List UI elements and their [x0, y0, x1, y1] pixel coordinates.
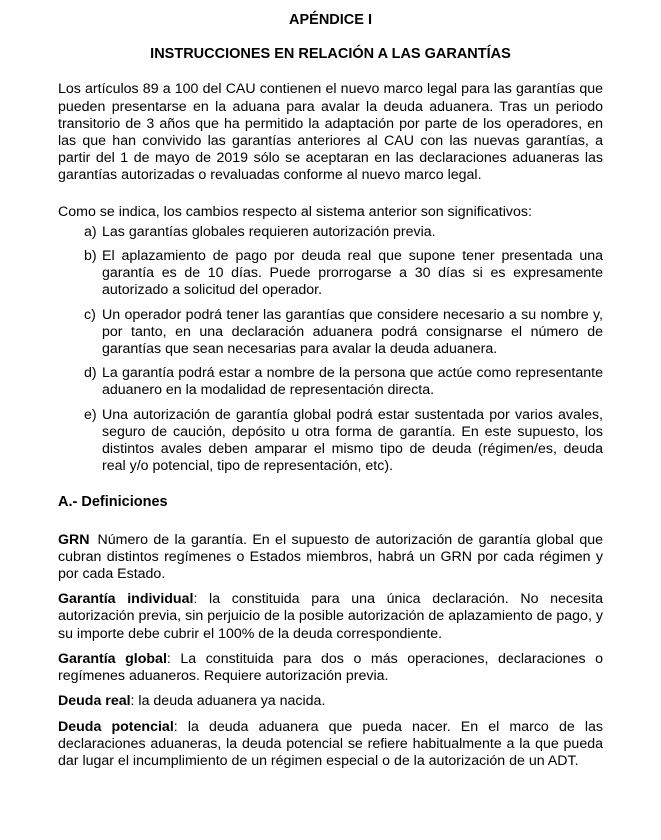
- definition-term: Deuda real: [58, 693, 131, 710]
- definition-item: [58, 651, 603, 685]
- definition-item: [58, 591, 603, 643]
- changes-lead-paragraph: Como se indica, los cambios respecto al sistema anterior son significativos:: [58, 203, 532, 220]
- list-item: [58, 307, 603, 359]
- list-item: [58, 365, 603, 399]
- definition-term: GRN: [58, 531, 90, 548]
- definition-text: Número de la garantía. En el supuesto de autorización de garantía global que cubran distintos regímenes o Estados miembros, habrá un GRN por cada régimen y por cada Estado.: [58, 531, 603, 583]
- list-item: [58, 248, 603, 300]
- definition-text: : la constituida para una única declaración. No necesita autorización previa, sin perjuicio de la posible autorización de aplazamiento de pago, y su importe debe cubrir el 100% de la deuda correspondiente.: [58, 591, 603, 642]
- definitions-list: [58, 532, 603, 770]
- list-item-letter: b): [84, 248, 97, 265]
- appendix-heading: APÉNDICE I: [289, 12, 372, 28]
- list-item-letter: c): [84, 306, 96, 323]
- list-item: [58, 407, 603, 476]
- definitions-section-title: A.- Definiciones: [58, 494, 168, 511]
- definition-text: : La constituida para dos o más operaciones, declaraciones o regímenes aduaneros. Requiere autorización previa.: [58, 650, 603, 685]
- instructions-heading: INSTRUCCIONES EN RELACIÓN A LAS GARANTÍAS: [150, 46, 511, 63]
- definition-text: : la deuda aduanera ya nacida.: [130, 693, 326, 710]
- list-item-letter: e): [84, 406, 97, 423]
- list-item-text: Las garantías globales requieren autorización previa.: [102, 223, 436, 240]
- list-item-text: El aplazamiento de pago por deuda real que supone tener presentada una garantía es de 10 días. Puede prorrogarse a 30 días si es expresamente autorizado a solicitud del operador.: [102, 248, 603, 299]
- intro-paragraph: Los artículos 89 a 100 del CAU contienen el nuevo marco legal para las garantías que pueden presentarse en la aduana para avalar la deuda aduanera. Tras un periodo transitorio de 3 años que ha permitido la adaptación por parte de los operadores, en las que han convivido las garantías anteriores al CAU con las nuevas garantías, a partir del 1 de mayo de 2019 sólo se aceptaran en las declaraciones aduaneras las garantías autorizadas o revaluadas conforme al nuevo marco legal.: [58, 81, 603, 184]
- list-item-text: Un operador podrá tener las garantías que considere necesario a su nombre y, por tanto, en una declaración aduanera podrá consignarse el número de garantías que sean necesarias para avalar la deuda aduanera.: [102, 306, 603, 358]
- list-item-letter: d): [84, 365, 97, 382]
- definition-term: Deuda potencial: [58, 718, 174, 735]
- list-item-letter: a): [84, 223, 97, 240]
- list-item-text: Una autorización de garantía global podrá estar sustentada por varios avales, seguro de caución, depósito u otra forma de garantía. En este supuesto, los distintos avales deben amparar el mismo tipo de deuda (régimen/es, deuda real y/o potencial, tipo de representación, etc).: [102, 406, 603, 475]
- definition-text: : la deuda aduanera que pueda nacer. En el marco de las declaraciones aduaneras, la deuda potencial se refiere habitualmente a la que pueda dar lugar el incumplimiento de un régimen especial o de la autorización de un ADT.: [58, 718, 603, 769]
- changes-list: [58, 224, 603, 476]
- definition-term: Garantía individual: [58, 591, 194, 608]
- definition-item: [58, 532, 603, 584]
- definition-item: [58, 719, 603, 771]
- list-item: [58, 224, 603, 241]
- definition-term: Garantía global: [58, 650, 167, 667]
- list-item-text: La garantía podrá estar a nombre de la persona que actúe como representante aduanero en la modalidad de representación directa.: [102, 365, 603, 399]
- definition-item: [58, 693, 603, 710]
